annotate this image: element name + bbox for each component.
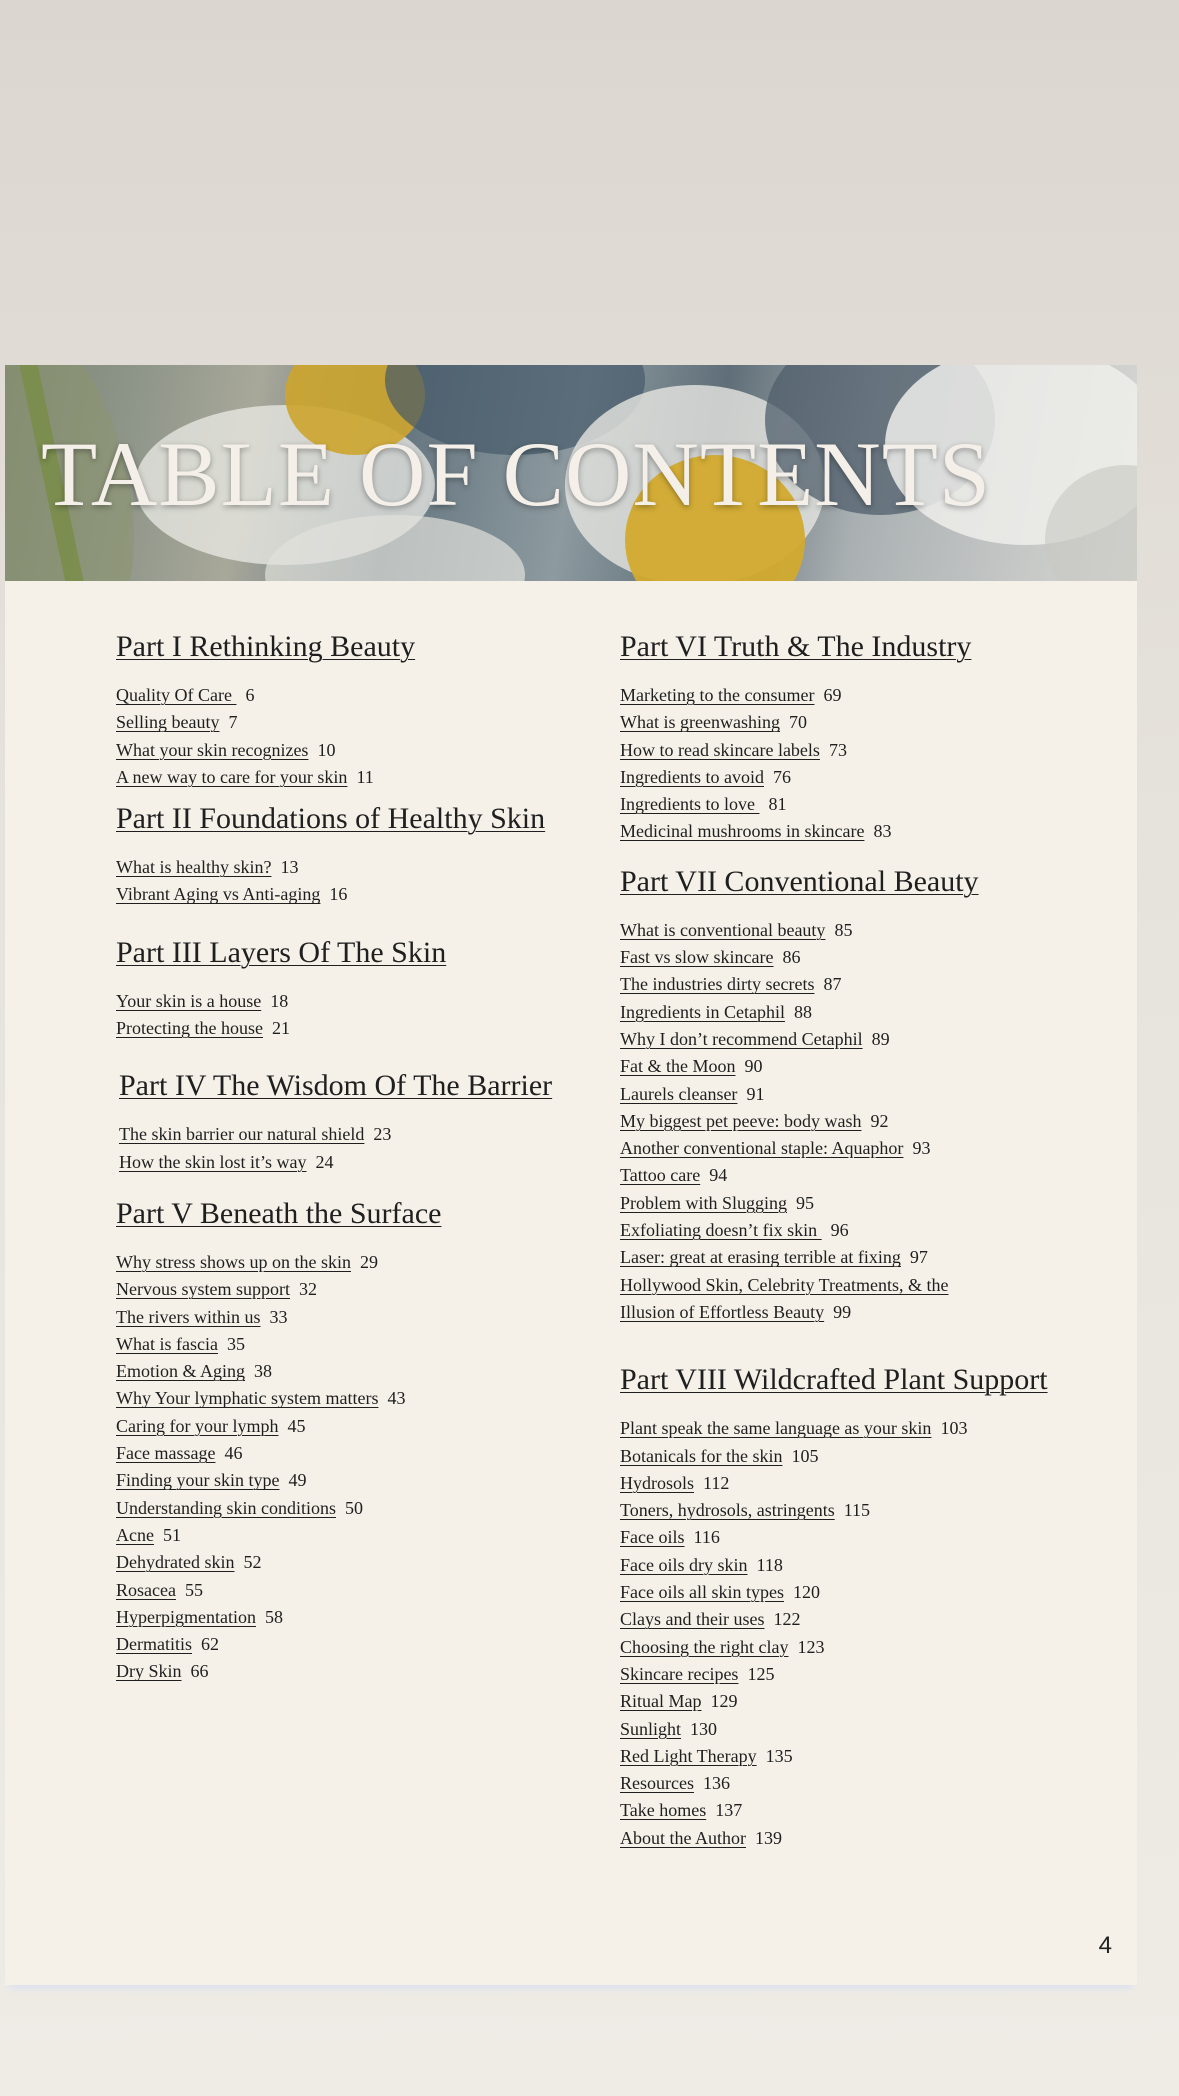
toc-entry-link[interactable]: Skincare recipes — [620, 1663, 739, 1684]
toc-entry-link[interactable]: Laser: great at erasing terrible at fixing — [620, 1247, 901, 1268]
toc-entry — [620, 1579, 1120, 1606]
toc-entry-link[interactable]: Dry Skin — [116, 1661, 182, 1682]
toc-entry-page-number: 10 — [317, 739, 336, 760]
toc-entry-page-number: 6 — [245, 685, 255, 705]
toc-entry — [620, 818, 1120, 845]
toc-entry-link[interactable]: Ingredients to love — [620, 794, 760, 815]
toc-entry-link[interactable]: The skin barrier our natural shield — [119, 1124, 365, 1145]
toc-entry — [116, 1631, 556, 1658]
toc-entry-link[interactable]: Problem with Slugging — [620, 1192, 788, 1213]
toc-section — [116, 1069, 556, 1176]
toc-entry-link[interactable]: Fat & the Moon — [620, 1056, 736, 1077]
toc-entry — [116, 764, 556, 791]
toc-entry — [620, 1162, 1120, 1189]
toc-entry-link[interactable]: Resources — [620, 1773, 694, 1794]
toc-entry — [620, 1552, 1120, 1579]
toc-entry-page-number: 91 — [746, 1083, 765, 1104]
toc-entry-page-number: 7 — [228, 712, 238, 733]
toc-entry-page-number: 66 — [190, 1661, 209, 1682]
toc-entry-page-number: 16 — [329, 884, 348, 905]
toc-section — [116, 935, 556, 1043]
toc-entry-page-number: 88 — [793, 1001, 812, 1022]
toc-entry-link[interactable]: Why Your lymphatic system matters — [116, 1388, 379, 1409]
toc-entry-page-number: 135 — [765, 1745, 793, 1766]
toc-entry — [620, 1470, 1120, 1497]
section-heading[interactable]: Part VIII Wildcrafted Plant Support — [620, 1363, 1048, 1397]
toc-entry-page-number: 52 — [243, 1552, 262, 1573]
toc-entry-link[interactable]: Medicinal mushrooms in skincare — [620, 821, 865, 842]
toc-entry-page-number: 92 — [870, 1110, 889, 1131]
toc-entry-link[interactable]: Ingredients in Cetaphil — [620, 1001, 785, 1022]
toc-entry-link[interactable]: Face oils dry skin — [620, 1554, 748, 1575]
toc-entry-page-number: 85 — [834, 919, 853, 940]
section-entries — [116, 988, 556, 1043]
toc-entry-page-number: 81 — [768, 794, 787, 815]
toc-entry-link[interactable]: Exfoliating doesn’t fix skin — [620, 1220, 822, 1241]
toc-entry-page-number: 35 — [226, 1333, 245, 1354]
toc-entry-page-number: 97 — [909, 1247, 928, 1268]
toc-entry-link[interactable]: Take homes — [620, 1800, 707, 1821]
toc-entry-link[interactable]: Selling beauty — [116, 712, 220, 733]
toc-entry — [620, 764, 1120, 791]
toc-entry-link[interactable]: Why I don’t recommend Cetaphil — [620, 1028, 863, 1049]
section-heading[interactable]: Part V Beneath the Surface — [116, 1196, 442, 1230]
toc-entry-link[interactable]: Your skin is a house — [116, 990, 262, 1011]
toc-entry-link[interactable]: Nervous system support — [116, 1279, 290, 1300]
toc-entry — [620, 1026, 1120, 1053]
toc-entry-page-number: 123 — [797, 1636, 825, 1657]
toc-entry-link[interactable]: Ritual Map — [620, 1691, 702, 1712]
toc-entry-page-number: 24 — [315, 1151, 334, 1172]
toc-entry-page-number: 105 — [791, 1445, 819, 1466]
toc-entry — [116, 1413, 556, 1440]
toc-entry — [620, 1825, 1120, 1852]
toc-entry — [620, 1053, 1120, 1080]
toc-entry — [116, 1467, 556, 1494]
toc-entry — [116, 1015, 556, 1042]
toc-entry-page-number: 120 — [792, 1582, 820, 1603]
toc-entry — [620, 1272, 1120, 1299]
toc-entry — [620, 1743, 1120, 1770]
toc-entry — [620, 1244, 1120, 1271]
toc-entry-link[interactable]: Acne — [116, 1524, 154, 1545]
toc-entry-link[interactable]: Face massage — [116, 1443, 216, 1464]
toc-entry-link[interactable]: Fast vs slow skincare — [620, 947, 774, 968]
toc-entry — [116, 1440, 556, 1467]
section-heading[interactable]: Part II Foundations of Healthy Skin — [116, 802, 546, 836]
section-heading[interactable]: Part IV The Wisdom Of The Barrier — [119, 1069, 553, 1103]
toc-entry-link[interactable]: My biggest pet peeve: body wash — [620, 1110, 862, 1131]
toc-entry-link[interactable]: Quality Of Care — [116, 685, 237, 705]
toc-entry-link[interactable]: Face oils all skin types — [620, 1582, 784, 1603]
toc-entry — [116, 1522, 556, 1549]
toc-entry-page-number: 49 — [288, 1470, 307, 1491]
page-title: TABLE OF CONTENTS — [41, 423, 992, 525]
toc-entry-page-number: 76 — [772, 766, 791, 787]
toc-entry-link[interactable]: How the skin lost it’s way — [119, 1151, 307, 1172]
section-heading[interactable]: Part VII Conventional Beauty — [620, 864, 979, 898]
toc-entry-page-number: 13 — [280, 857, 299, 878]
toc-entry — [620, 1415, 1120, 1442]
toc-entry-link[interactable]: Why stress shows up on the skin — [116, 1251, 351, 1272]
toc-entry-link[interactable]: The rivers within us — [116, 1306, 261, 1327]
toc-entry-link[interactable]: Marketing to the consumer — [620, 685, 815, 705]
toc-entry-page-number: 125 — [747, 1663, 775, 1684]
section-entries — [116, 1249, 556, 1686]
toc-entry — [116, 988, 556, 1015]
toc-entry-page-number: 139 — [755, 1827, 782, 1848]
toc-section — [620, 630, 1120, 846]
toc-entry — [620, 1135, 1120, 1162]
section-heading[interactable]: Part I Rethinking Beauty — [116, 630, 416, 663]
toc-entry — [116, 709, 556, 736]
toc-entry-link[interactable]: Vibrant Aging vs Anti-aging — [116, 884, 321, 905]
toc-entry — [116, 1495, 556, 1522]
toc-entry-link[interactable]: Face oils — [620, 1527, 685, 1548]
toc-entry — [620, 1524, 1120, 1551]
toc-entry — [620, 1661, 1120, 1688]
toc-entry — [620, 1081, 1120, 1108]
section-entries — [620, 1415, 1120, 1852]
toc-entry — [620, 944, 1120, 971]
toc-entry-link[interactable]: Hollywood Skin, Celebrity Treatments, & the — [620, 1274, 949, 1295]
toc-entry-link[interactable]: Toners, hydrosols, astringents — [620, 1500, 835, 1521]
toc-entry-page-number: 90 — [744, 1056, 763, 1077]
toc-entry-link[interactable]: A new way to care for your skin — [116, 766, 348, 787]
toc-entry-page-number: 38 — [254, 1361, 273, 1382]
toc-entry-page-number: 96 — [830, 1220, 849, 1241]
section-heading[interactable]: Part III Layers Of The Skin — [116, 935, 447, 969]
toc-entry — [620, 1770, 1120, 1797]
toc-section — [620, 864, 1120, 1326]
toc-entry-page-number: 33 — [269, 1306, 288, 1327]
toc-entry — [620, 917, 1120, 944]
toc-section — [116, 1196, 556, 1686]
toc-entry — [116, 1385, 556, 1412]
toc-entry-page-number: 89 — [871, 1028, 890, 1049]
toc-entry-link[interactable]: Protecting the house — [116, 1018, 263, 1039]
toc-entry-link[interactable]: What is greenwashing — [620, 712, 780, 733]
toc-entry-link[interactable]: Clays and their uses — [620, 1609, 765, 1630]
banner-image — [5, 365, 1137, 581]
toc-entry — [620, 1797, 1120, 1824]
section-entries — [620, 917, 1120, 1326]
toc-entry — [116, 1577, 556, 1604]
toc-entry-link[interactable]: Illusion of Effortless Beauty — [620, 1301, 825, 1322]
toc-entry-link[interactable]: Finding your skin type — [116, 1470, 280, 1491]
toc-entry-page-number: 55 — [184, 1579, 203, 1600]
toc-entry-page-number: 93 — [912, 1138, 931, 1159]
page-number: 4 — [1098, 1932, 1112, 1959]
toc-section — [116, 630, 556, 791]
toc-entry-page-number: 137 — [715, 1800, 743, 1821]
toc-entry-page-number: 118 — [756, 1554, 783, 1575]
toc-entry — [620, 1634, 1120, 1661]
toc-entry-link[interactable]: Dehydrated skin — [116, 1552, 235, 1573]
toc-entry-page-number: 69 — [823, 685, 842, 705]
toc-entry — [116, 1549, 556, 1576]
section-entries — [119, 1121, 556, 1176]
toc-entry — [620, 1716, 1120, 1743]
toc-entry-page-number: 99 — [833, 1301, 852, 1322]
toc-entry-link[interactable]: Hydrosols — [620, 1472, 695, 1493]
toc-entry-link[interactable]: Red Light Therapy — [620, 1745, 757, 1766]
toc-entry-page-number: 122 — [773, 1609, 801, 1630]
toc-entry-page-number: 94 — [709, 1165, 728, 1186]
toc-entry-page-number: 58 — [264, 1606, 283, 1627]
toc-entry — [620, 1497, 1120, 1524]
toc-entry-link[interactable]: Another conventional staple: Aquaphor — [620, 1138, 904, 1159]
toc-entry-link[interactable]: Ingredients to avoid — [620, 766, 764, 787]
toc-entry-page-number: 129 — [710, 1691, 738, 1712]
section-entries — [116, 682, 556, 791]
toc-entry-link[interactable]: Plant speak the same language as your skin — [620, 1418, 932, 1439]
toc-entry-page-number: 62 — [200, 1634, 219, 1655]
toc-entry-page-number: 43 — [387, 1388, 406, 1409]
toc-entry-page-number: 23 — [373, 1124, 392, 1145]
toc-entry — [620, 1443, 1120, 1470]
toc-entry-link[interactable]: Choosing the right clay — [620, 1636, 789, 1657]
toc-entry-link[interactable]: What your skin recognizes — [116, 739, 309, 760]
toc-entry-page-number: 73 — [828, 739, 847, 760]
toc-entry — [119, 1149, 556, 1176]
toc-entry — [116, 1658, 556, 1685]
section-heading[interactable]: Part VI Truth & The Industry — [620, 630, 972, 663]
toc-entry — [620, 999, 1120, 1026]
toc-entry-page-number: 32 — [299, 1279, 317, 1300]
toc-entry-link[interactable]: Understanding skin conditions — [116, 1497, 336, 1518]
toc-left-column — [116, 630, 556, 1700]
toc-entry-page-number: 86 — [782, 947, 801, 968]
toc-entry-page-number: 70 — [788, 712, 807, 733]
toc-entry-page-number: 136 — [702, 1773, 730, 1794]
toc-entry-link[interactable]: Emotion & Aging — [116, 1361, 246, 1382]
toc-entry — [620, 1217, 1120, 1244]
toc-right-column — [620, 630, 1120, 1866]
toc-entry — [620, 1688, 1120, 1715]
toc-entry-link[interactable]: What is conventional beauty — [620, 919, 826, 940]
toc-entry-link[interactable]: Caring for your lymph — [116, 1415, 279, 1436]
toc-entry-page-number: 87 — [823, 974, 842, 995]
toc-entry — [620, 682, 1120, 709]
toc-entry-link[interactable]: Rosacea — [116, 1579, 176, 1600]
toc-entry-page-number: 46 — [224, 1443, 243, 1464]
toc-entry-page-number: 112 — [703, 1472, 730, 1493]
toc-entry — [620, 709, 1120, 736]
toc-entry-link[interactable]: Hyperpigmentation — [116, 1606, 256, 1627]
toc-entry-page-number: 83 — [873, 821, 892, 842]
toc-entry — [116, 1358, 556, 1385]
toc-entry-link[interactable]: Dermatitis — [116, 1634, 192, 1655]
toc-entry-page-number: 50 — [344, 1497, 363, 1518]
toc-entry-page-number: 130 — [690, 1718, 718, 1739]
toc-entry-page-number: 21 — [271, 1018, 290, 1039]
toc-entry — [116, 1331, 556, 1358]
toc-entry — [116, 682, 556, 709]
toc-entry-link[interactable]: Laurels cleanser — [620, 1083, 738, 1104]
toc-entry-link[interactable]: Botanicals for the skin — [620, 1445, 783, 1466]
toc-entry-page-number: 51 — [162, 1524, 181, 1545]
toc-entry-link[interactable]: About the Author — [620, 1827, 746, 1848]
toc-entry — [620, 791, 1120, 818]
toc-entry — [620, 1606, 1120, 1633]
toc-entry — [620, 1108, 1120, 1135]
toc-entry-page-number: 116 — [693, 1527, 720, 1548]
toc-entry-link[interactable]: How to read skincare labels — [620, 739, 820, 760]
section-entries — [116, 854, 556, 909]
toc-entry-link[interactable]: What is fascia — [116, 1333, 218, 1354]
toc-entry — [620, 1299, 1120, 1326]
toc-entry-page-number: 115 — [843, 1500, 871, 1521]
toc-entry — [116, 1604, 556, 1631]
document-page — [5, 365, 1137, 1985]
toc-entry — [116, 737, 556, 764]
toc-entry-link[interactable]: Sunlight — [620, 1718, 682, 1739]
toc-entry-link[interactable]: What is healthy skin? — [116, 857, 272, 878]
toc-entry-link[interactable]: The industries dirty secrets — [620, 974, 815, 995]
toc-section — [116, 802, 556, 909]
toc-entry — [620, 737, 1120, 764]
toc-entry-page-number: 45 — [287, 1415, 306, 1436]
toc-entry-page-number: 103 — [940, 1418, 968, 1439]
toc-entry — [116, 1249, 556, 1276]
toc-entry — [116, 854, 556, 881]
toc-entry-page-number: 29 — [360, 1251, 378, 1272]
toc-entry-page-number: 11 — [356, 766, 374, 787]
toc-entry — [116, 1276, 556, 1303]
toc-entry — [620, 1190, 1120, 1217]
section-entries — [620, 682, 1120, 846]
toc-entry — [119, 1121, 556, 1148]
toc-entry-page-number: 18 — [270, 990, 289, 1011]
toc-entry — [116, 1304, 556, 1331]
toc-entry-link[interactable]: Tattoo care — [620, 1165, 701, 1186]
toc-entry-page-number: 95 — [796, 1192, 815, 1213]
toc-section — [620, 1363, 1120, 1852]
toc-entry — [116, 881, 556, 908]
toc-entry — [620, 971, 1120, 998]
